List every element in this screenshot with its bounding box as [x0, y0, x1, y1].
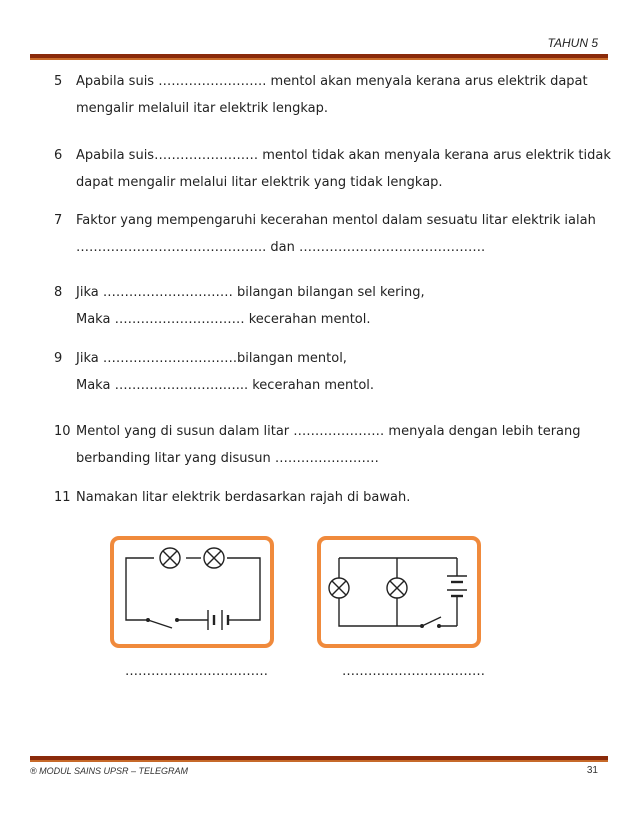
question-line: …………………………………….. dan …………………………………….: [76, 240, 486, 255]
switch-contact: [420, 624, 424, 628]
series-circuit-diagram: [110, 536, 274, 648]
question-line: dapat mengalir melalui litar elektrik yang tidak lengkap.: [76, 175, 443, 190]
footer-source: ® MODUL SAINS UPSR – TELEGRAM: [30, 766, 189, 776]
question-line: mengalir melaluil itar elektrik lengkap.: [76, 101, 329, 116]
header-label: TAHUN 5: [547, 36, 598, 50]
question-line: Namakan litar elektrik berdasarkan rajah di bawah.: [76, 490, 411, 505]
switch-contact: [437, 624, 441, 628]
question-11: [54, 484, 594, 511]
question-7: [54, 207, 594, 261]
question-line: berbanding litar yang disusun ……………………: [76, 451, 379, 466]
question-8: [54, 279, 594, 333]
question-6: [54, 142, 611, 196]
question-number: 11: [54, 490, 71, 505]
switch-contact: [175, 618, 179, 622]
answer-blank-2: ……………………………: [342, 664, 485, 679]
bulb-icon: [204, 548, 224, 568]
header-rule: [30, 54, 608, 60]
footer-rule: [30, 756, 608, 762]
question-number: 9: [54, 351, 63, 366]
question-number: 6: [54, 148, 63, 163]
question-line: Apabila suis ……………………. mentol akan menyala kerana arus elektrik dapat: [76, 74, 588, 89]
question-number: 7: [54, 213, 63, 228]
question-line: Jika ………………………… bilangan bilangan sel kering,: [76, 285, 425, 300]
bulb-icon: [160, 548, 180, 568]
question-9: [54, 345, 594, 399]
question-number: 5: [54, 74, 63, 89]
bulb-icon: [329, 578, 349, 598]
question-line: Jika ………………………….bilangan mentol,: [76, 351, 347, 366]
page-number: 31: [586, 765, 598, 776]
answer-blank-1: ……………………………: [125, 664, 268, 679]
bulb-icon: [387, 578, 407, 598]
question-line: Maka …………………….…... kecerahan mentol.: [76, 378, 375, 393]
switch-contact: [146, 618, 150, 622]
diagram-frame: [112, 538, 272, 646]
question-number: 10: [54, 424, 71, 439]
question-line: Maka ………………………… kecerahan mentol.: [76, 312, 371, 327]
question-line: Mentol yang di susun dalam litar ………………… menyala dengan lebih terang: [76, 424, 581, 439]
parallel-circuit-diagram: [317, 536, 481, 648]
question-5: [54, 68, 594, 122]
question-line: Apabila suis…………………… mentol tidak akan menyala kerana arus elektrik tidak: [76, 148, 611, 163]
question-number: 8: [54, 285, 63, 300]
question-10: [54, 418, 594, 472]
question-line: Faktor yang mempengaruhi kecerahan mentol dalam sesuatu litar elektrik ialah: [76, 213, 596, 228]
